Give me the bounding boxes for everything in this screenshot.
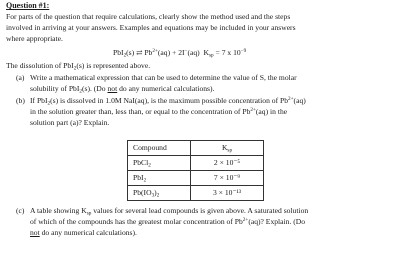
compound-cell: $Pb(IO_3)_2$ [128,186,191,201]
table-header-row [128,141,264,156]
part-b-text-line-2: in the solution greater than, less than, or equal to the concentration of $Pb^{2+}(aq)$ in the [30,107,288,116]
ksp-cell: 7 × 10⁻⁹ [191,171,264,186]
part-a-text-line-2: solubility of PbI$_2$(s). (Do not do any numerical calculations). [30,84,215,95]
intro-line-3: where appropriate. [6,34,63,43]
ksp-cell: 2 × 10⁻⁵ [191,156,264,171]
question-title: Question #1: [6,1,50,10]
ksp-table [127,140,264,201]
compound-cell: PbCl$_2$ [128,156,191,171]
part-c-text-line-1: A table showing $K_{sp}$ values for several lead compounds is given above. A saturated solution [30,206,309,217]
intro-line-2: involved in arriving at your answers. Examples and equations may be included in your answers [6,23,296,32]
part-a-label: (a) [16,73,25,82]
compound-cell: PbI$_2$ [128,171,191,186]
intro-line-1: For parts of the question that require calculations, clearly show the method used and the steps [6,12,291,21]
header-compound: Compound [128,141,191,156]
part-b-text-line-3: solution part (a)? Explain. [30,118,110,127]
ksp-cell: 3 × 10⁻¹³ [191,186,264,201]
header-ksp: $K_{sp}$ [191,141,264,156]
table-row [128,171,264,186]
table-row [128,156,264,171]
table-row [128,186,264,201]
part-b-text-line-1: If PbI$_2$(s) is dissolved in 1.0M NaI(aq), is the maximum possible concentration of $Pb^{2+}(aq)$ [30,96,306,107]
part-a-text-line-1: Write a mathematical expression that can be used to determine the value of S, the molar [30,73,297,82]
part-b-label: (b) [16,96,25,105]
part-c-text-line-3: not do any numerical calculations). [30,228,137,237]
equilibrium-equation: PbI$_2$(s) ⇄ $Pb^{2+}(aq) + 2I^-(aq) K_{sp} = 7$ x $10^{-9}$ [113,48,247,59]
dissolution-statement: The dissolution of PbI$_2$(s) is represented above. [6,61,151,72]
part-c-text-line-2: of which of the compounds has the greatest molar concentration of $Pb^{2+}(aq)$? Explain. (Do [30,217,306,226]
part-c-label: (c) [16,206,25,215]
